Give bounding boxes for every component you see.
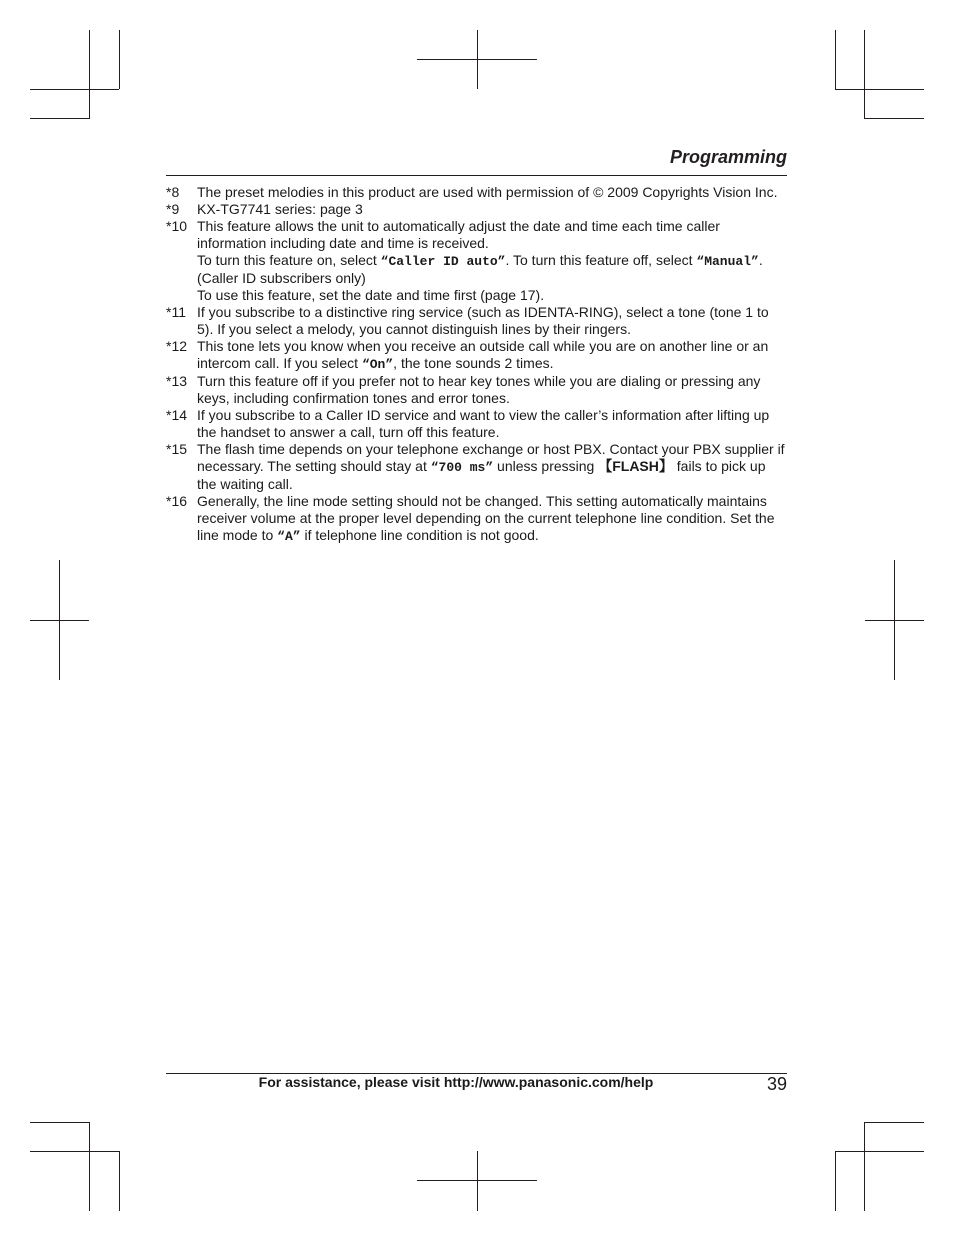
crop-mark (417, 59, 537, 60)
footnote-paragraph: To use this feature, set the date and time first (page 17). (197, 287, 545, 303)
footnote-text: If you subscribe to a distinctive ring service (such as IDENTA-RING), select a tone (tone 1 to 5). If you select a melody, you cannot distinguish lines by their ringers. (197, 304, 769, 337)
footnote-marker: *8 (166, 184, 180, 200)
footnote-marker: *13 (166, 373, 188, 389)
crop-mark (119, 1151, 120, 1211)
text-run: , the tone sounds 2 times. (393, 355, 554, 371)
footnote-text: Turn this feature off if you prefer not to hear key tones while you are dialing or pressing any keys, including confirmation tones and error tones. (197, 373, 761, 406)
setting-name: “Caller ID auto” (380, 254, 506, 269)
text-run: fails to pick up the waiting call. (197, 458, 766, 492)
footnote-marker: *9 (166, 201, 180, 217)
footnote-13 (166, 373, 787, 407)
text-run: This tone lets you know when you receive an outside call while you are on another line or an intercom call. If you select (197, 338, 769, 371)
footnote-text (197, 441, 787, 493)
crop-mark (835, 89, 924, 90)
section-title: Programming (669, 147, 787, 167)
text-run: Generally, the line mode setting should not be changed. This setting automatically maintains receiver volume at the proper level depending on the current telephone line condition. Set the line mode to (197, 493, 775, 543)
text-run: if telephone line condition is not good. (300, 527, 539, 543)
crop-mark (89, 30, 90, 119)
text-run: To turn this feature on, select (197, 252, 381, 268)
footnote-text: KX-TG7741 series: page 3 (197, 201, 363, 217)
footnote-16 (166, 493, 787, 545)
setting-name: “On” (361, 357, 394, 372)
footnote-10 (166, 218, 787, 304)
crop-mark (864, 30, 865, 119)
assistance-text: For assistance, please visit http://www.panasonic.com/help (258, 1074, 654, 1090)
footnote-text (197, 493, 787, 545)
crop-mark (865, 620, 924, 621)
footnote-text (197, 338, 787, 373)
crop-mark (864, 1122, 924, 1123)
crop-mark (89, 1122, 90, 1211)
crop-mark (835, 30, 836, 89)
crop-mark (417, 1180, 537, 1181)
crop-mark (835, 1151, 836, 1211)
footnote-9 (166, 201, 787, 218)
footnote-paragraph: This feature allows the unit to automatically adjust the date and time each time caller information including date and time is received. (197, 218, 720, 251)
footnote-marker: *16 (166, 493, 188, 509)
footnote-marker: *11 (166, 304, 186, 320)
crop-mark (30, 1122, 90, 1123)
crop-mark (835, 1151, 924, 1152)
footnote-marker: *14 (166, 407, 188, 423)
footnote-14 (166, 407, 787, 441)
crop-mark (864, 1122, 865, 1211)
footnote-11 (166, 304, 787, 338)
text-run: The flash time depends on your telephone exchange or host PBX. Contact your PBX supplier if necessary. The setting should stay at (197, 441, 785, 474)
footnote-text (197, 218, 787, 304)
setting-name: “A” (277, 529, 301, 544)
footnote-marker: *15 (166, 441, 188, 457)
footnote-8 (166, 184, 787, 201)
footnote-text: If you subscribe to a Caller ID service and want to view the caller’s information after lifting up the handset to answer a call, turn off this feature. (197, 407, 770, 440)
page-number: 39 (766, 1074, 787, 1094)
crop-mark (30, 1151, 119, 1152)
text-run: unless pressing (493, 458, 599, 474)
crop-mark (30, 118, 90, 119)
footnote-12 (166, 338, 787, 373)
header-rule (166, 175, 787, 176)
footnote-marker: *10 (166, 218, 188, 234)
footnote-text: The preset melodies in this product are used with permission of © 2009 Copyrights Vision Inc. (197, 184, 778, 200)
flash-key-label: 【FLASH】 (598, 458, 673, 474)
crop-mark (30, 620, 89, 621)
footnote-marker: *12 (166, 338, 188, 354)
crop-mark (477, 1151, 478, 1211)
text-run: . (Caller ID subscribers only) (197, 252, 763, 286)
crop-mark (119, 30, 120, 89)
text-run: . To turn this feature off, select (505, 252, 697, 268)
setting-name: “700 ms” (430, 460, 494, 475)
crop-mark (30, 89, 119, 90)
footnote-list (166, 184, 787, 545)
crop-mark (864, 118, 924, 119)
setting-name: “Manual” (696, 254, 759, 269)
footnote-paragraph (197, 252, 787, 287)
footnote-15 (166, 441, 787, 493)
